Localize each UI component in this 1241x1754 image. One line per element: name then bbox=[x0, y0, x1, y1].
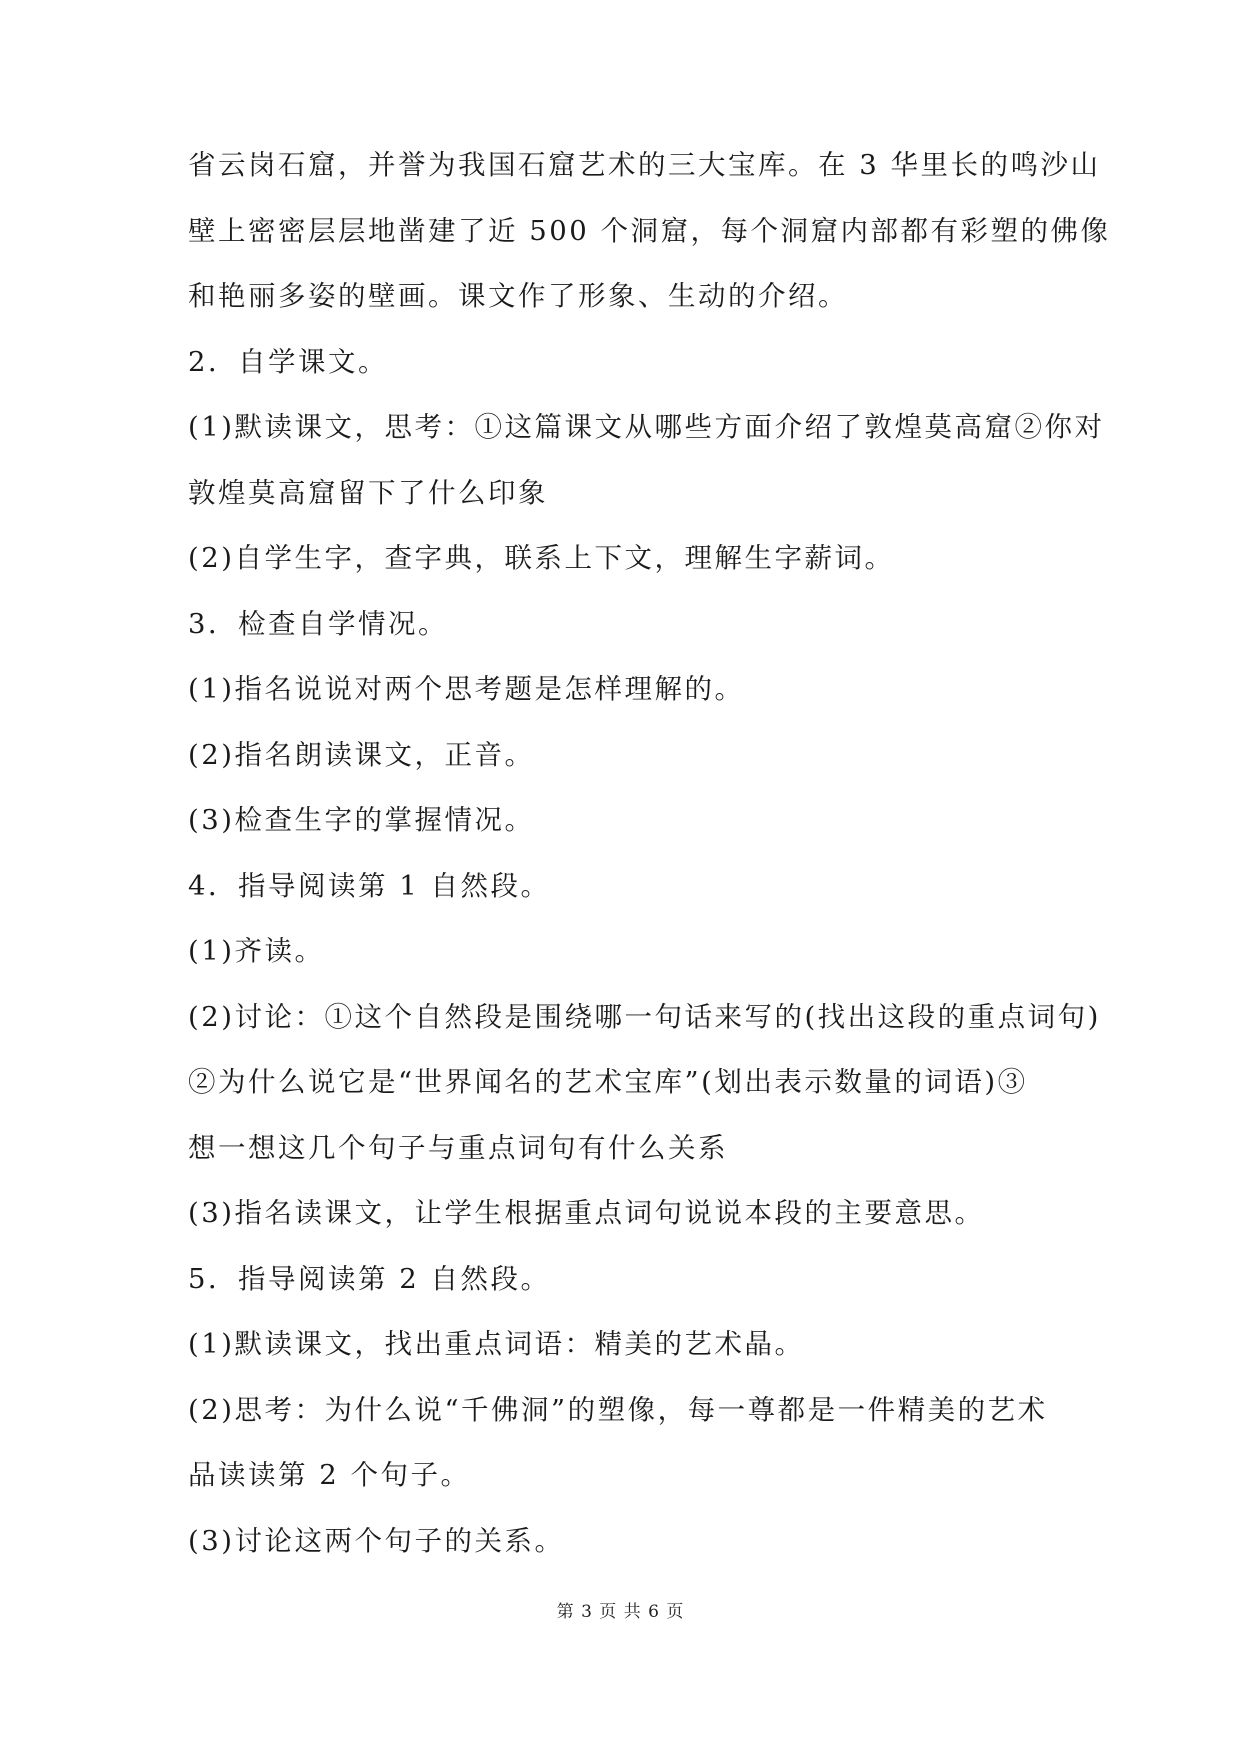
text-line-4: 2．自学课文。 bbox=[188, 346, 388, 378]
text-line-20: (2)思考：为什么说“千佛洞”的塑像，每一尊都是一件精美的艺术 bbox=[188, 1394, 1048, 1426]
text-line-3: 和艳丽多姿的壁画。课文作了形象、生动的介绍。 bbox=[188, 280, 848, 312]
text-line-12: 4．指导阅读第 1 自然段。 bbox=[188, 870, 551, 902]
text-line-10: (2)指名朗读课文，正音。 bbox=[188, 739, 535, 771]
text-line-22: (3)讨论这两个句子的关系。 bbox=[188, 1525, 565, 1557]
text-line-11: (3)检查生字的掌握情况。 bbox=[188, 804, 535, 836]
text-line-2: 壁上密密层层地凿建了近 500 个洞窟，每个洞窟内部都有彩塑的佛像 bbox=[188, 215, 1111, 247]
text-line-19: (1)默读课文，找出重点词语：精美的艺术晶。 bbox=[188, 1328, 805, 1360]
text-line-8: 3．检查自学情况。 bbox=[188, 608, 448, 640]
text-line-14: (2)讨论：①这个自然段是围绕哪一句话来写的(找出这段的重点词句) bbox=[188, 1001, 1101, 1033]
text-line-5: (1)默读课文，思考：①这篇课文从哪些方面介绍了敦煌莫高窟②你对 bbox=[188, 411, 1105, 443]
text-line-16: 想一想这几个句子与重点词句有什么关系 bbox=[188, 1132, 728, 1164]
text-line-21: 品读读第 2 个句子。 bbox=[188, 1459, 471, 1491]
text-line-17: (3)指名读课文，让学生根据重点词句说说本段的主要意思。 bbox=[188, 1197, 985, 1229]
text-line-1: 省云岗石窟，并誉为我国石窟艺术的三大宝库。在 3 华里长的鸣沙山 bbox=[188, 149, 1101, 181]
text-line-6: 敦煌莫高窟留下了什么印象 bbox=[188, 477, 548, 509]
page-footer: 第 3 页 共 6 页 bbox=[556, 1602, 685, 1622]
text-line-18: 5．指导阅读第 2 自然段。 bbox=[188, 1263, 551, 1295]
text-line-9: (1)指名说说对两个思考题是怎样理解的。 bbox=[188, 673, 745, 705]
text-line-7: (2)自学生字，查字典，联系上下文，理解生字薪词。 bbox=[188, 542, 895, 574]
text-line-13: (1)齐读。 bbox=[188, 935, 325, 967]
text-line-15: ②为什么说它是“世界闻名的艺术宝库”(划出表示数量的词语)③ bbox=[188, 1066, 1028, 1098]
